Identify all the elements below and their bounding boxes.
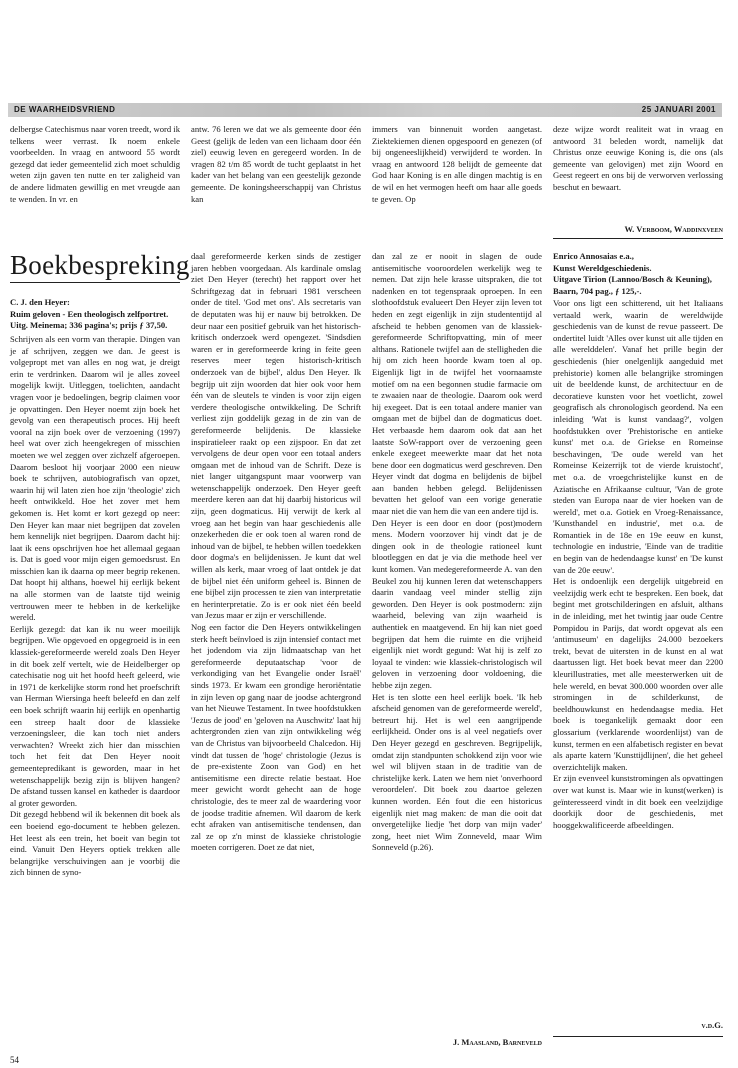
running-header	[8, 103, 722, 117]
top-article-signature: W. Verboom, Waddinxveen	[624, 224, 723, 234]
divider	[10, 282, 180, 283]
review2-body: Voor ons ligt een schitterend, uit het Italiaans vertaald werk, waarin de wereldwijde geschiedenis van de kunst de revue passeert. De ondertitel luidt 'Alles over kunst uit alle tijden en alle werelddelen'. Vanaf het prille begin der geschiedenis (hier onelgenlijk aangeduid met prehistorie) komen alle belangrijke stromingen uit de beeldende kunst, de architectuur en de decoratieve kunsten voor het voetlicht, zowel geografisch als chronologisch geordend. Na een inleiding 'Wat is kunst vandaag?', volgen hoofdstukken over 'Prehistorische en antieke kunst' met o.a. de Griekse en Romeinse beschavingen, 'De oude wereld van het Romeinse Keizerrijk tot de vierde kruistocht', met o.a. de vroegchristelijke kunst en de Aziatische en Afrikaanse cultuur, 'Van de grote steden van Europa naar de vier hoeken van de wereld', met o.a. Gotiek en Vroeg-Renaissance, 'Kunsthandel en industrie', met o.a. de Romantiek in de 18e en 19e eeuw en kunst, technologie en industrie, 'Einde van de traditie en begin van de hedendaagse kunst' en 'De kunst van de 20e eeuw'. Het is ondoenlijk een dergelijk uitgebreid en veelzijdig werk echt te bespreken. Een boek, dat begint met grotschilderingen en afsluit, althans in de inleiding, met het twintig jaar oude Centre Pompidou in Parijs, dat wordt opgevat als een 'antimuseum' en dagelijks 24.000 bezoekers trekt, bevat de uitersten in de kunst en al wat daartussen ligt. Het boek bevat meer dan 2200 kleurillustraties, met alle meesterwerken uit de hele wereld, en bevat 300.000 woorden over alle stromingen in de schilderkunst, de beeldhouwkunst en hedendaagse media. Het boek is toegankelijk gemaakt door een glossarium (verklarende woordenlijst) van de kunst, termen en een alfabetisch register en bevat als aparte katern 'Kunsttijdlijnen', die het geheel overzichtelijk maken. Er zijn evenveel kunststromingen als opvattingen over wat kunst is. Maar wie in kunst(werken) is geïnteresseerd vindt in dit boek een veelzijdige doorkijk door de geschiedenis, met hooggekwalificeerde afbeeldingen.	[553, 298, 723, 830]
top-article-col2: antw. 76 leren we dat we als gemeente door één Geest (gelijk de leden van een lichaam door één ziel) eeuwig leven en geregeerd worden. In de vragen 82 t/m 85 wordt de tucht geplaatst in het kader van het belang van een geestelijk gezonde gemeente. De koningsheerschappij van Christus kan	[191, 124, 364, 204]
review1-publisher: Uitg. Meinema; 336 pagina's; prijs ƒ 37,50.	[10, 320, 168, 331]
review1-author: C. J. den Heyer:	[10, 297, 70, 307]
review2-book-title: Kunst Wereldgeschiedenis.	[553, 262, 652, 273]
review1-book-title: Ruim geloven - Een theologisch zelfportret.	[10, 308, 169, 319]
review1-col1: Schrijven als een vorm van therapie. Dingen van je af schrijven, zeggen we dan. Je geest is volgepropt met van alles en nog wat, je dreigt erin te verdrinken. Daarom wil je alles zoveel mogelijk kwijt. Uitleggen, toelichten, aandacht vragen voor je bedoelingen, begrip claimen voor je opvattingen. Den Heyer noemt zijn boek het gevolg van een therapeutisch proces. Hij heeft vooral na zijn boek over de verzoening (1997) heel wat over zich heengekregen of misschien moeten we wel zeggen over zichzelf afgeroepen. Daarom besloot hij voorjaar 2000 een nieuw boek te schrijven, autobiografisch van opzet, waarin hij wil laten zien hoe zijn 'theologie' zich heeft ontwikkeld. Hoe het zover met hem gekomen is. Het komt er kort gezegd op neer: Den Heyer kan maar niet begrijpen dat zovelen hem kennelijk niet begrijpen. Daarom dacht hij: laat ik eens opschrijven hoe het allemaal gegaan is. Dat is goed voor mijn eigen gemoedsrust. En misschien kan ik daarna op meer begrip rekenen. Dat hoopt hij althans, hoewel hij eerlijk bekent na alle stormen van de laatste tijd weinig vertrouwen meer te hebben in de kerkelijke wereld. Eerlijk gezegd: dat kan ik nu weer moeilijk begrijpen. Wie opgevoed en opgegroeid is in een klassiek-gereformeerde wereld zoals Den Heyer in dit boek zelf vertelt, wie de Heidelberger op catechisatie nog uit het hoofd heeft geleerd, wie in 1971 de kerkelijke storm rond het proefschrift van Herman Wiersinga heeft beleefd en dan zelf een boek schrijft waarin hij eerlijk en openhartig een streep haalt door de klassieke verzoeningsleer, die kan toch niet anders verwachten? Wreekt zich hier dan misschien toch het feit dat Den Heyer nooit gemeentepredikant is geworden, maar in het wetenschappelijk bezig zijn is blijven hangen? De afstand tussen kansel en katheder is daardoor al groter geworden. Dit gezegd hebbend wil ik bekennen dit boek als een boeiend ego-document te hebben gelezen. Het leest als een trein, het boeit van begin tot eind. Vanuit Den Heyers optiek trekken alle belangrijke verschuivingen aan je voorbij die zich binnen de syno-	[10, 334, 180, 878]
section-title: Boekbespreking	[10, 250, 190, 280]
top-article-col4: deze wijze wordt realiteit wat in vraag en antwoord 31 beleden wordt, namelijk dat Christus onze eeuwige Koning is, die ons (als gemeente van gelovigen) met zijn Woord en Geest regeert en ons bij de verworven verlossing beschut en bewaart.	[553, 124, 726, 192]
review1-col2: daal gereformeerde kerken sinds de zestiger jaren hebben voorgedaan. Als kardinale omslag ziet Den Heyer (terecht) het rapport over het Schriftgezag dat in februari 1981 verscheen onder de titel. 'God met ons'. Als secretaris van de deputaten was hij er nauw bij betrokken. De deur naar een positief gebruik van het historisch-kritisch onderzoek werd opengezet. 'Sindsdien waren er in gereformeerde kring in feite geen reserves meer tegen historisch-kritisch onderzoek van de bijbel', aldus Den Heyer. Ik begrijp uit zijn woorden dat hier ook voor hem één van de sleutels te vinden is voor zijn eigen verdere theologische ontwikkeling. De Schrift verliest zijn goddelijk gezag in de zin van de gereformeerde belijdenis. De klassieke inspiratieleer raakt op een zijspoor. En dat zet vervolgens de deur open voor een totaal anders omgaan met de inhoud van de Schrift. Deze is niet langer uitgangspunt maar voorwerp van wetenschappelijk onderzoek. Den Heyer geeft meerdere keren aan dat hij daarbij historicus wil zijn, geen dogmaticus. Hij verwijt de kerk al vroeg aan het begin van haar geschiedenis alle onzekerheden die er ook toen al waren rond de inhoud van de bijbel, te hebben willen toedekken door dogma's en belijdenissen. Je kunt dat wel willen als kerk, maar vroeg of laat ontdek je dat de bijbel niet één uniform geheel is. Binnen de ene bijbel zijn processen te zien van interpretatie en herinterpretatie. Zo is er ook niet één beeld van Jezus maar er zijn er verschillende. Nog een factor die Den Heyers ontwikkelingen sterk heeft beïnvloed is zijn intensief contact met het jodendom via zijn lidmaatschap van het gereformeerde deputaatschap 'voor de verkondiging van het Evangelie onder Israël' sinds 1973. Er kwam een grondige heroriëntatie in zijn leven op gang naar de joodse achtergrond van het Nieuwe Testament. In twee hoofdstukken 'Jezus de jood' en 'geloven na Auschwitz' laat hij achtergronden zien van zijn ontwikkeling wég van de Christus van bijvoorbeeld Chalcedon. Hij vindt dat tussen de 'hoge' christologie (Jezus is de pre-existente Zoon van God) en het antisemitisme een directe relatie bestaat. Hoe meer gewicht wordt gehecht aan de hoge christologie, des te meer zal de waardering voor de joodse traditie afnemen. Wil daarom de kerk echt afraken van antisemitische tendensen, dan zal ze op z'n minst de klassieke christologie moeten corrigeren. Doet ze dat niet,	[191, 251, 361, 853]
divider	[553, 238, 723, 239]
review1-signature: J. Maasland, Barneveld	[452, 1037, 542, 1047]
review2-price: Baarn, 704 pag., ƒ 125,-.	[553, 285, 642, 296]
issue-date: 25 JANUARI 2001	[641, 105, 716, 114]
top-article-col1: delbergse Catechismus naar voren treedt, word ik telkens weer verrast. Ik noem enkele voorbeelden. In vraag en antwoord 55 wordt gezegd dat ieder gemeentelid zich moet schuldig weten zijn gaven ten nutte en ter zaligheid van de andere lidmaten gewillig en met vreugde aan te wenden. In vr. en	[10, 124, 183, 204]
page-number: 54	[10, 1055, 19, 1065]
review1-col3: dan zal ze er nooit in slagen de oude antisemitische vooroordelen werkelijk weg te nemen. Dat zijn hele krasse uitspraken, die tot nadenken en tot tegenspraak oproepen. In een slothoofdstuk evalueert Den Heyer zijn leven tot heden en zegt eigenlijk in zijn studententijd al afscheid te hebben genomen van de klassiek-gereformeerde Schriftopvatting, min of meer althans. Rationele twijfel aan de stelligheden die hij om zich heen hoorde kwam toen al op. Eigenlijk ligt in de twijfel het voornaamste motief om na een begonnen studie farmacie om te zwaaien naar de theologie. Daarom ook werd hij exegeet. Dat is een totaal andere manier van omgaan met de bijbel dan de dogmaticus doet. Het verbaasde hem daarom ook dat aan het laatste SoW-rapport over de verzoening geen enkele exegeet meewerkte maar dat het nota bene door een dogmaticus werd geschreven. Den Heyer vindt dat dogma en belijdenis de bijbel aan banden hebben gelegd. Belijdenissen bevatten het geloof van een vorige generatie maar niet die van hem die van een andere tijd is. Den Heyer is een door en door (post)modern mens. Modern voorzover hij vindt dat je de dingen ook in de theologie rationeel kunt blootleggen en dat je via die methode heel ver kunt komen. Van medegereformeerde A. van den Beukel zou hij kunnen leren dat wetenschappers daarin vandaag veel minder stellig zijn geworden. Den Heyer is ook postmodern: zijn waarheid, beleving van zijn waarheid is authentiek en maatgevend. En hij kan niet goed begrijpen dat hem die ruimte en die vrijheid eigenlijk niet wordt gegund: Wat hij is zelf zo loyaal te vinden: wie klassiek-christologisch wil geloven in verzoening door voldoening, die hebbe zijn zegen. Het is ten slotte een heel eerlijk boek. 'Ik heb afscheid genomen van de gereformeerde wereld', betreurt hij. Het is wel een aangrijpende eerlijkheid. Onder ons is al veel negatiefs over Den Heyer gezegd en geschreven. Begrijpelijk, omdat zijn standpunten schokkend zijn voor wie wel wil blijven staan in de traditie van de christelijke kerk. Laten we hem niet 'onverhoord veroordelen'. Dit boek zou daartoe gelezen kunnen worden. Eén fout die een historicus eigenlijk niet mag maken: de man die ooit dat onvergetelijke liedje 'het dorp van mijn vader' zong, heet niet Wim Zonneveld, maar Wim Sonneveld (p.26).	[372, 251, 542, 853]
divider	[553, 1036, 723, 1037]
publication-name: DE WAARHEIDSVRIEND	[14, 105, 116, 114]
review2-book-info	[553, 251, 725, 297]
review2-signature: v.d.G.	[701, 1020, 723, 1030]
review2-publisher: Uitgave Tirion (Lannoo/Bosch & Keuning),	[553, 274, 712, 285]
review2-author: Enrico Annosaias e.a.,	[553, 251, 634, 261]
top-article-col3: immers van binnenuit worden aangetast. Ziektekiemen dienen opgespoord en genezen (of bij ongeneeslijkheid) verwijderd te worden. In vraag en antwoord 128 belijdt de gemeente dat God haar Koning is en alle dingen machtig is en de wil en het vermogen heeft om haar alle goeds te geven. Op	[372, 124, 545, 204]
review1-book-info	[10, 297, 185, 332]
